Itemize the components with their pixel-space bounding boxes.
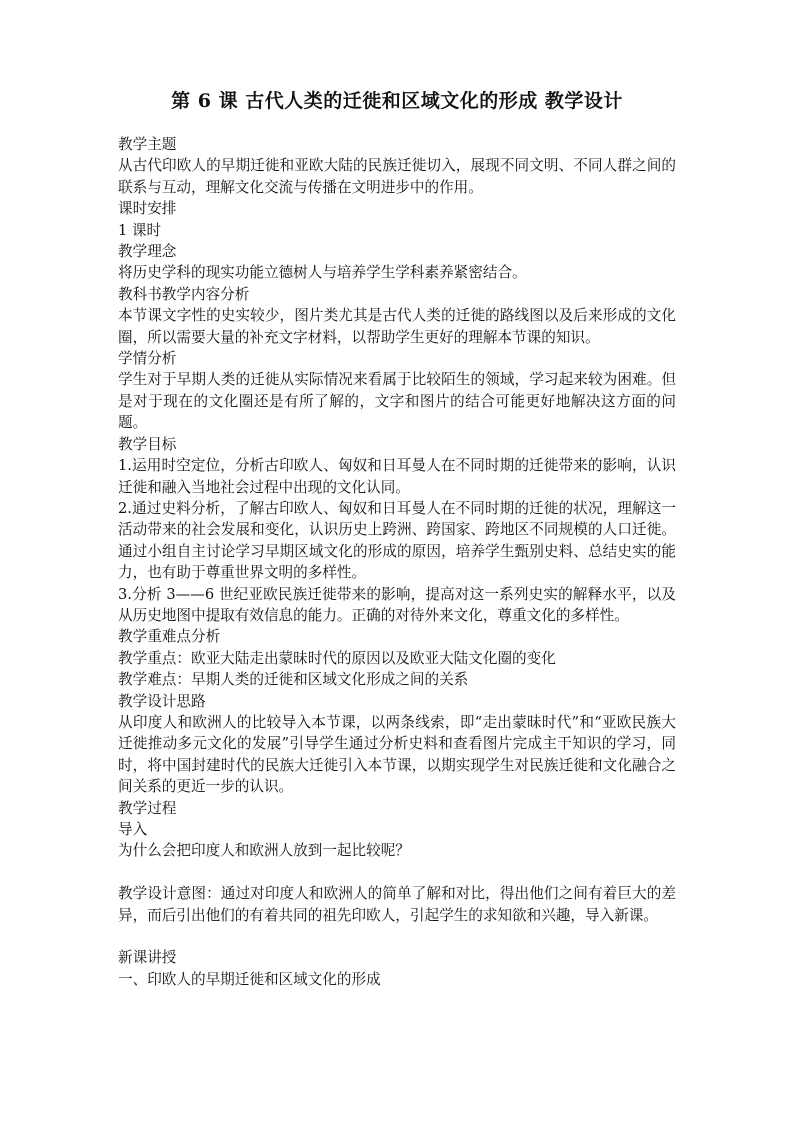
paragraph: 教学重难点分析: [118, 628, 221, 646]
blank-line: [118, 926, 676, 947]
paragraph: 将历史学科的现实功能立德树人与培养学生学科素养紧密结合。: [118, 264, 527, 282]
paragraph: 教学目标: [118, 435, 177, 453]
paragraph: 教学难点：早期人类的迁徙和区域文化形成之间的关系: [118, 671, 469, 689]
paragraph: 学生对于早期人类的迁徙从实际情况来看属于比较陌生的领域，学习起来较为困难。但是对于现在的文化圈还是有所了解的，文字和图片的结合可能更好地解决这方面的问题。: [118, 371, 676, 432]
paragraph: 从印度人和欧洲人的比较导入本节课，以两条线索，即“走出蒙昧时代”和“亚欧民族大迁徙推动多元文化的发展”引导学生通过分析史料和查看图片完成主干知识的学习，同时，将中国封建时代的民族大迁徙引入本节课，以期实现学生对民族迁徙和文化融合之间关系的更近一步的认识。: [118, 713, 676, 796]
paragraph: 教学设计思路: [118, 692, 206, 710]
document-body: [118, 134, 676, 990]
document-title: 第 6 课 古代人类的迁徙和区域文化的形成 教学设计: [171, 90, 623, 112]
paragraph: 课时安排: [118, 200, 177, 218]
paragraph: 教学过程: [118, 799, 177, 817]
paragraph: 教科书教学内容分析: [118, 285, 250, 303]
paragraph: 一、印欧人的早期迁徙和区域文化的形成: [118, 970, 381, 988]
paragraph: 3.分析 3——6 世纪亚欧民族迁徙带来的影响，提高对这一系列史实的解释水平，以及从历史地图中提取有效信息的能力。正确的对待外来文化，尊重文化的多样性。: [118, 585, 676, 624]
paragraph: 1.运用时空定位，分析古印欧人、匈奴和日耳曼人在不同时期的迁徙带来的影响，认识迁徙和融入当地社会过程中出现的文化认同。: [118, 457, 676, 496]
paragraph: 1 课时: [118, 221, 162, 239]
paragraph: 为什么会把印度人和欧洲人放到一起比较呢？: [118, 842, 410, 860]
paragraph: 教学重点：欧亚大陆走出蒙昧时代的原因以及欧亚大陆文化圈的变化: [118, 649, 556, 667]
paragraph: 从古代印欧人的早期迁徙和亚欧大陆的民族迁徙切入，展现不同文明、不同人群之间的联系与互动，理解文化交流与传播在文明进步中的作用。: [118, 157, 676, 196]
paragraph: 导入: [118, 821, 148, 838]
blank-line: [118, 862, 676, 883]
paragraph: 教学主题: [118, 136, 177, 153]
paragraph: 2.通过史料分析，了解古印欧人、匈奴和日耳曼人在不同时期的迁徙的状况，理解这一活动带来的社会发展和变化，认识历史上跨洲、跨国家、跨地区不同规模的人口迁徙。通过小组自主讨论学习早期区域文化的形成的原因，培养学生甄别史料、总结史实的能力，也有助于尊重世界文明的多样性。: [118, 499, 676, 582]
paragraph: 本节课文字性的史实较少，图片类尤其是古代人类的迁徙的路线图以及后来形成的文化圈，所以需要大量的补充文字材料，以帮助学生更好的理解本节课的知识。: [118, 307, 676, 346]
paragraph: 教学理念: [118, 243, 177, 261]
paragraph: 教学设计意图：通过对印度人和欧洲人的简单了解和对比，得出他们之间有着巨大的差异，而后引出他们的有着共同的祖先印欧人，引起学生的求知欲和兴趣，导入新课。: [118, 885, 676, 924]
paragraph: 学情分析: [118, 350, 177, 368]
paragraph: 新课讲授: [118, 949, 177, 967]
